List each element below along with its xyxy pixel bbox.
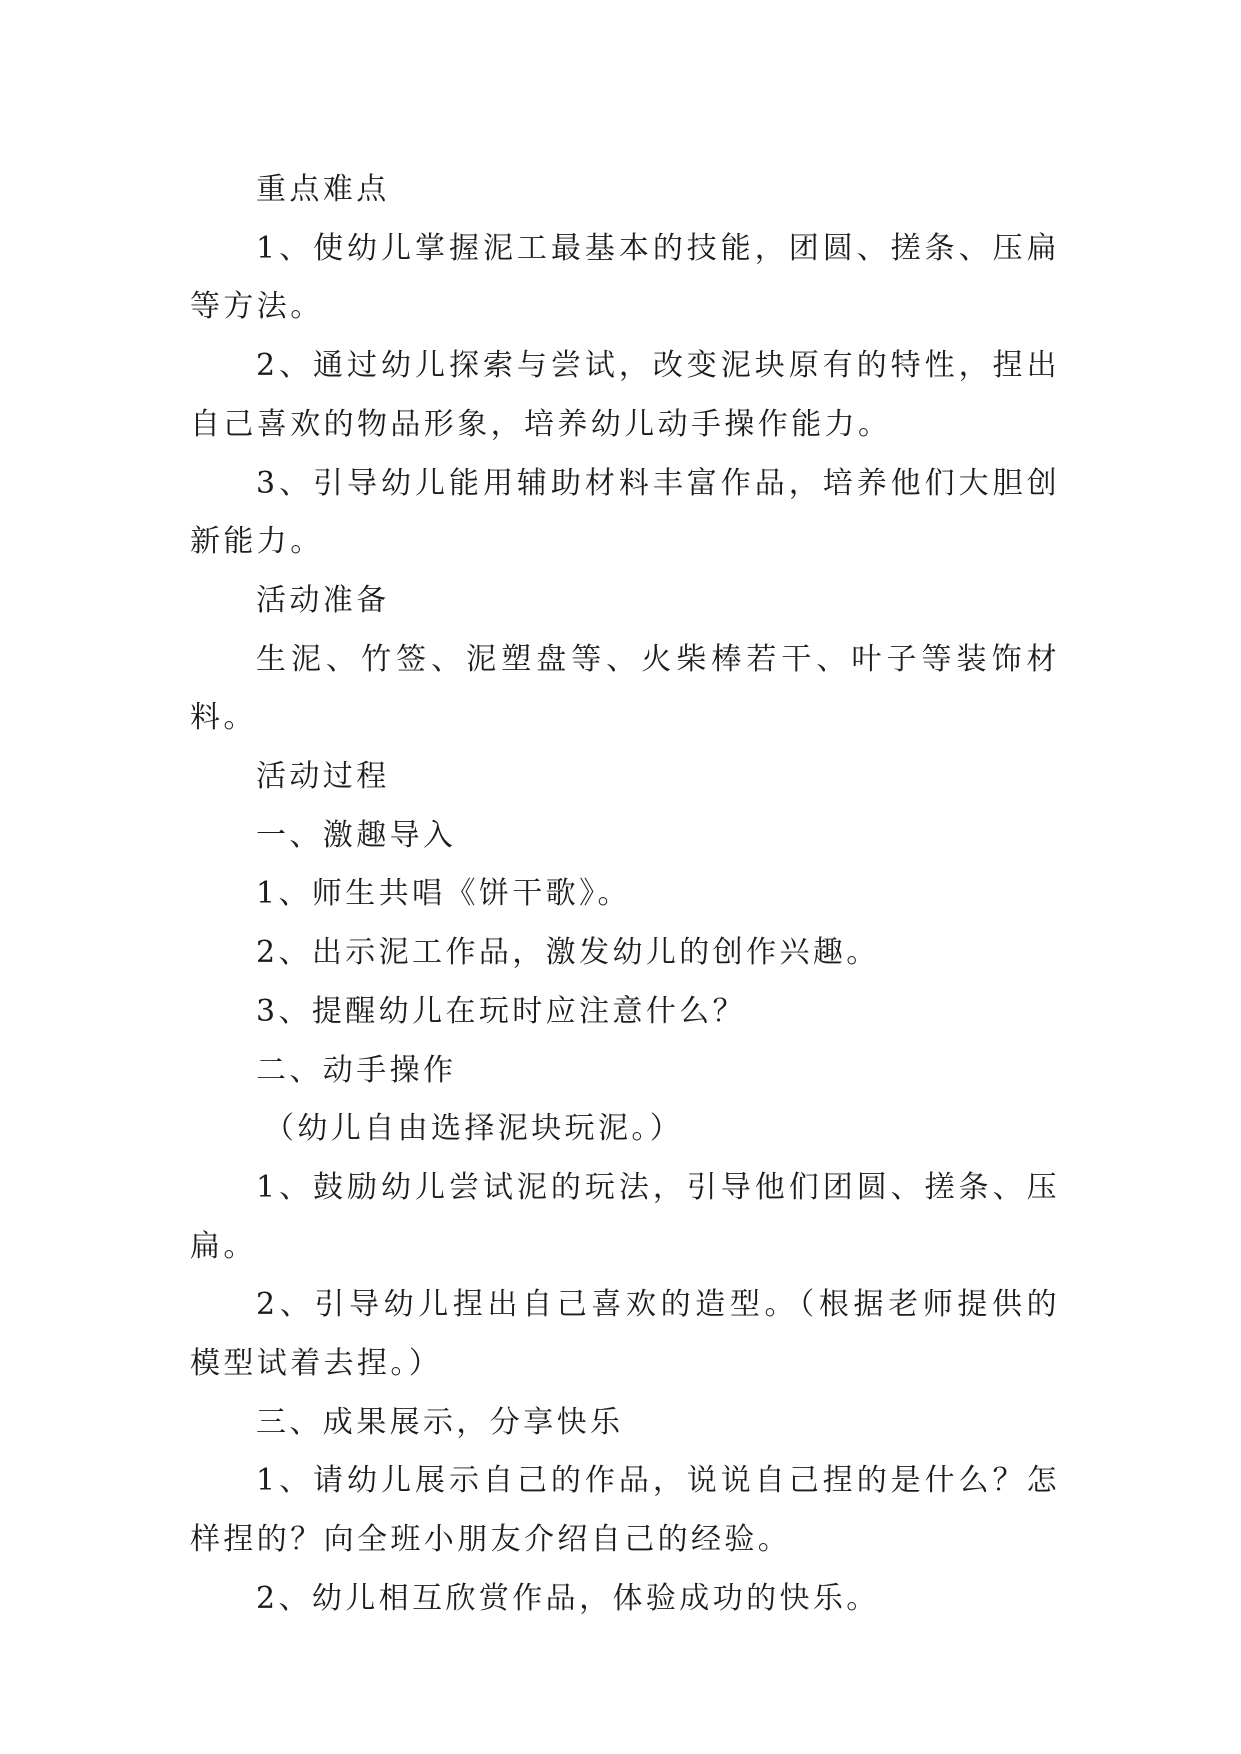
section-heading-preparation: 活动准备: [256, 582, 390, 618]
section-heading-process: 活动过程: [256, 759, 390, 795]
subsection-heading-introduction: 一、激趣导入: [256, 817, 457, 853]
subsection-heading-hands-on: 二、动手操作: [256, 1052, 457, 1088]
paragraph-showcase-step-2: 2、幼儿相互欣赏作品，体验成功的快乐。: [256, 1580, 880, 1616]
paragraph-hands-on-step-1: 1、鼓励幼儿尝试泥的玩法，引导他们团圆、搓条、压扁。: [190, 1169, 1060, 1264]
paragraph-hands-on-step-2: 2、引导幼儿捏出自己喜欢的造型。（根据老师提供的模型试着去捏。）: [190, 1287, 1060, 1382]
paragraph-materials: 生泥、竹签、泥塑盘等、火柴棒若干、叶子等装饰材料。: [190, 641, 1060, 736]
paragraph-hands-on-note: （幼儿自由选择泥块玩泥。）: [264, 1111, 684, 1147]
paragraph-key-point-1: 1、使幼儿掌握泥工最基本的技能，团圆、搓条、压扁等方法。: [190, 230, 1060, 325]
paragraph-intro-step-2: 2、出示泥工作品，激发幼儿的创作兴趣。: [256, 935, 880, 971]
paragraph-intro-step-3: 3、提醒幼儿在玩时应注意什么？: [256, 993, 747, 1029]
subsection-heading-showcase: 三、成果展示，分享快乐: [256, 1404, 624, 1440]
document-body: [190, 161, 1060, 1629]
paragraph-key-point-3: 3、引导幼儿能用辅助材料丰富作品，培养他们大胆创新能力。: [190, 465, 1060, 560]
paragraph-intro-step-1: 1、师生共唱《饼干歌》。: [256, 876, 631, 912]
paragraph-key-point-2: 2、通过幼儿探索与尝试，改变泥块原有的特性，捏出自己喜欢的物品形象，培养幼儿动手操作能力。: [190, 348, 1060, 442]
section-heading-key-points: 重点难点: [256, 172, 390, 207]
paragraph-showcase-step-1: 1、请幼儿展示自己的作品，说说自己捏的是什么？怎样捏的？向全班小朋友介绍自己的经验。: [190, 1463, 1060, 1558]
